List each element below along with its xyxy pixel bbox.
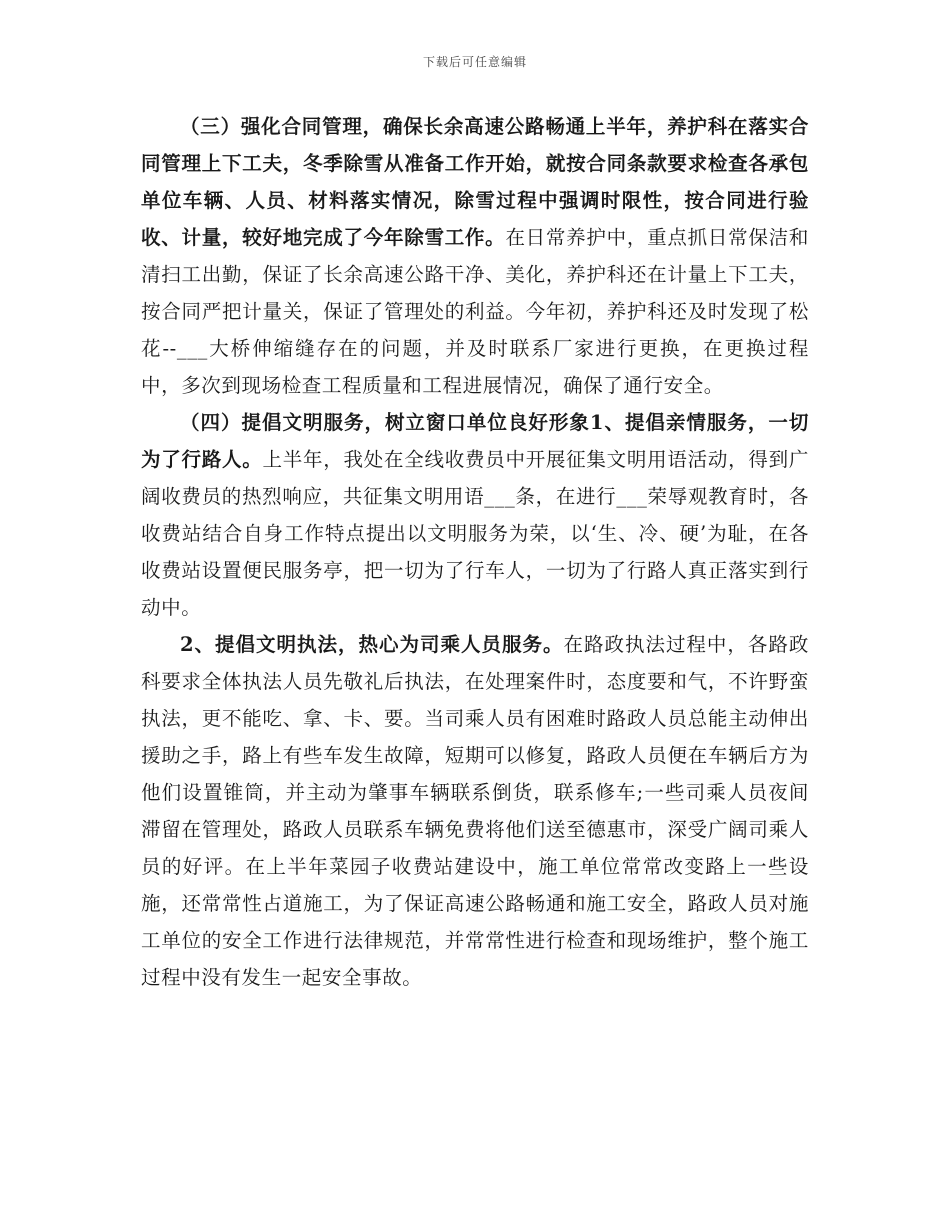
paragraph-lead: （四）提倡文明服务，树立窗口单位良好形象1、提倡亲情服务，一切为了行路人。 [141,411,809,471]
paragraph-contract-management [141,108,809,404]
paragraph-lead: 2、提倡文明执法，热心为司乘人员服务。 [180,633,564,656]
paragraph-lead: （三）强化合同管理，确保长余高速公路畅通上半年，养护科在落实合同管理上下工夫，冬季除雪从准备工作开始，就按合同条款要求检查各承包单位车辆、人员、材料落实情况，除雪过程中强调时限性，按合同进行验收、计量，较好地完成了今年除雪工作。 [141,115,809,249]
header-note: 下载后可任意编辑 [422,55,527,69]
paragraph-body: 在日常养护中，重点抓日常保洁和清扫工出勤，保证了长余高速公路干净、美化，养护科还在计量上下工夫，按合同严把计量关，保证了管理处的利益。今年初，养护科还及时发现了松花--___大桥伸缩缝存在的问题，并及时联系厂家进行更换，在更换过程中，多次到现场检查工程质量和工程进展情况，确保了通行安全。 [141,226,809,397]
document-body [141,108,809,996]
paragraph-civilized-enforcement [141,626,809,996]
paragraph-civilized-service [141,404,809,626]
paragraph-body: 上半年，我处在全线收费员中开展征集文明用语活动，得到广阔收费员的热烈响应，共征集文明用语___条，在进行___荣辱观教育时，各收费站结合自身工作特点提出以文明服务为荣，以‘生、冷、硬’为耻，在各收费站设置便民服务亭，把一切为了行车人，一切为了行路人真正落实到行动中。 [141,448,809,619]
paragraph-body: 在路政执法过程中，各路政科要求全体执法人员先敬礼后执法，在处理案件时，态度要和气，不许野蛮执法，更不能吃、拿、卡、要。当司乘人员有困难时路政人员总能主动伸出援助之手，路上有些车发生故障，短期可以修复，路政人员便在车辆后方为他们设置锥筒，并主动为肇事车辆联系倒货，联系修车;一些司乘人员夜间滞留在管理处，路政人员联系车辆免费将他们送至德惠市，深受广阔司乘人员的好评。在上半年菜园子收费站建设中，施工单位常常改变路上一些设施，还常常性占道施工，为了保证高速公路畅通和施工安全，路政人员对施工单位的安全工作进行法律规范，并常常性进行检查和现场维护，整个施工过程中没有发生一起安全事故。 [141,633,810,989]
